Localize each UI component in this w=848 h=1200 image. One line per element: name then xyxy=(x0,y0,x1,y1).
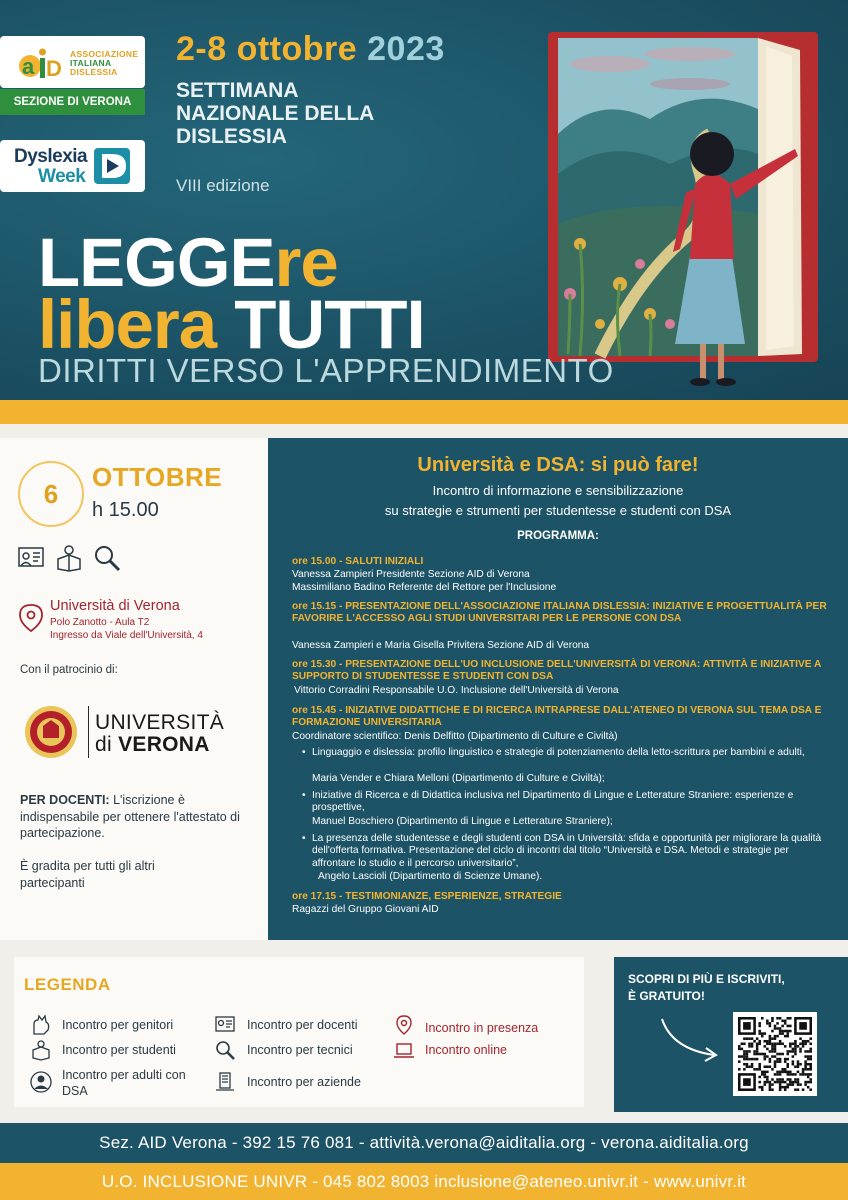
docenti-legend-icon xyxy=(214,1014,236,1036)
session-3-heading: ore 15.30 - PRESENTAZIONE DELL'UO INCLUSIONE DELL'UNIVERSITÀ DI VERONA: ATTIVITÀ E INIZIATIVE A SUPPORTO DI STUDENTESSE E STUDENTI CON DSA xyxy=(292,659,821,683)
registration-box xyxy=(614,957,848,1112)
legend-title: LEGENDA xyxy=(24,975,111,994)
adulti-icon xyxy=(30,1071,52,1093)
session-1-speaker-2: Massimiliano Badino Referente del Rettore per l'Inclusione xyxy=(292,582,557,593)
qr-code-image xyxy=(738,1017,812,1091)
online-icon xyxy=(393,1039,415,1061)
legend-aziende: Incontro per aziende xyxy=(247,1075,361,1089)
logo-separator xyxy=(88,706,89,758)
aid-logo xyxy=(0,36,145,88)
session-2-heading: ore 15.15 - PRESENTAZIONE DELL'ASSOCIAZIONE ITALIANA DISLESSIA: INIZIATIVE E PROGETTUALITÀ PER FAVORIRE L'ACCESSO AGLI STUDI UNIVERSITARI PER LE PERSONE CON DSA xyxy=(292,601,827,625)
event-dates: 2-8 ottobre 2023 xyxy=(176,30,445,68)
session-5-speakers: Ragazzi del Gruppo Giovani AID xyxy=(292,904,439,915)
dyslexia-week-logo xyxy=(0,140,145,192)
edition-label: VIII edizione xyxy=(176,176,270,195)
aziende-icon xyxy=(214,1070,236,1092)
session-2-speakers: Vanessa Zampieri e Maria Gisella Privitera Sezione AID di Verona xyxy=(292,640,590,651)
legend-adulti: Incontro per adulti con DSA xyxy=(62,1068,186,1098)
session-4-coordinator: Coordinatore scientifico: Denis Delfitto (Dipartimento di Culture e Civiltà) xyxy=(292,731,618,742)
dyslexia-week-icon xyxy=(92,146,132,186)
main-title-line1: LEGGEre xyxy=(38,224,338,301)
aid-logo-text: ASSOCIAZIONE ITALIANA DISLESSIA xyxy=(70,49,139,77)
legend-genitori: Incontro per genitori xyxy=(62,1018,174,1032)
session-4-item-1-speakers: Maria Vender e Chiara Melloni (Dipartimento di Culture e Civiltà); xyxy=(312,773,605,784)
genitori-icon xyxy=(30,1014,52,1036)
aid-logo-icon xyxy=(18,44,62,82)
patronage-label: Con il patrocinio di: xyxy=(20,664,118,676)
legend-studenti: Incontro per studenti xyxy=(62,1043,176,1057)
legend-tecnici: Incontro per tecnici xyxy=(247,1043,353,1057)
venue-address-line2: Ingresso da Viale dell'Università, 4 xyxy=(50,630,203,641)
tecnici-legend-icon xyxy=(214,1039,236,1061)
session-4-item-2-speaker: Manuel Boschiero (Dipartimento di Lingue e Letterature Straniere); xyxy=(312,816,613,827)
arrow-icon xyxy=(658,1015,728,1065)
divider-strip xyxy=(0,400,848,424)
presenza-icon xyxy=(393,1014,415,1036)
studenti-icon xyxy=(54,543,84,573)
session-1-speaker-1: Vanessa Zampieri Presidente Sezione AID di Verona xyxy=(292,569,530,580)
legend-online: Incontro online xyxy=(425,1043,508,1057)
others-note: È gradita per tutti gli altri partecipanti xyxy=(20,859,155,890)
legend-presenza: Incontro in presenza xyxy=(425,1021,539,1035)
univr-seal-logo xyxy=(24,705,78,759)
session-5-heading: ore 17.15 - TESTIMONIANZE, ESPERIENZE, STRATEGIE xyxy=(292,891,562,902)
univr-logo-text: UNIVERSITÀ di VERONA xyxy=(95,711,225,756)
program-subtitle-1: Incontro di informazione e sensibilizzazione xyxy=(432,483,684,498)
footer-univr-contacts: U.O. INCLUSIONE UNIVR - 045 802 8003 inclusione@ateneo.univr.it - www.univr.it xyxy=(0,1163,848,1200)
program-heading: PROGRAMMA: xyxy=(517,530,599,542)
section-label: SEZIONE DI VERONA xyxy=(0,89,145,115)
session-4-heading: ore 15.45 - INIZIATIVE DIDATTICHE E DI RICERCA INTRAPRESE DALL'ATENEO DI VERONA SUL TEMA DSA E FORMAZIONE UNIVERSITARIA xyxy=(292,705,822,729)
program-subtitle-2: su strategie e strumenti per studentesse e studenti con DSA xyxy=(384,503,732,518)
program-title: Università e DSA: si può fare! xyxy=(417,454,699,476)
footer-aid-contacts: Sez. AID Verona - 392 15 76 081 - attività.verona@aiditalia.org - verona.aiditalia.org xyxy=(0,1123,848,1163)
event-month: OTTOBRE xyxy=(92,462,223,492)
registration-text: SCOPRI DI PIÙ E ISCRIVITI, È GRATUITO! xyxy=(628,972,785,1003)
session-3-speaker: Vittorio Corradini Responsabile U.O. Inclusione dell'Università di Verona xyxy=(294,685,619,696)
main-title-line2: libera TUTTI xyxy=(38,286,425,363)
svg-text:D: D xyxy=(46,56,62,81)
tecnici-icon xyxy=(92,543,122,573)
venue-address-line1: Polo Zanotto - Aula T2 xyxy=(50,617,150,628)
location-pin-icon xyxy=(18,603,44,633)
session-1-heading: ore 15.00 - SALUTI INIZIALI xyxy=(292,556,424,567)
hero-banner xyxy=(0,0,848,400)
venue-name: Università di Verona xyxy=(50,598,180,614)
docenti-icon xyxy=(16,543,46,573)
dyslexia-week-text: Dyslexia Week xyxy=(14,146,88,187)
svg-text:a: a xyxy=(22,54,35,79)
main-subtitle: DIRITTI VERSO L'APPRENDIMENTO xyxy=(38,352,614,389)
legend-docenti: Incontro per docenti xyxy=(247,1018,358,1032)
session-4-item-3: • La presenza delle studentesse e degli studenti con DSA in Università: sfida e opportunità per migliorare la qualità dell'offerta formativa. Presentazione del ciclo di incontri dal titolo “Università e DSA. Metodi e strategie per affrontare lo studio e il percorso universitario”, xyxy=(312,833,832,870)
session-4-item-3-speaker: Angelo Lascioli (Dipartimento di Scienze Umane). xyxy=(318,871,543,882)
book-illustration xyxy=(540,24,840,394)
day-badge: 6 xyxy=(18,461,84,527)
docenti-note: PER DOCENTI: L'iscrizione è indispensabile per ottenere l'attestato di partecipazione. xyxy=(20,793,240,840)
event-time: h 15.00 xyxy=(92,499,159,521)
qr-code[interactable] xyxy=(733,1012,817,1096)
week-title: SETTIMANA NAZIONALE DELLA DISLESSIA xyxy=(176,79,374,148)
studenti-legend-icon xyxy=(30,1039,52,1061)
program-panel xyxy=(268,438,848,940)
session-4-item-1: • Linguaggio e dislessia: profilo linguistico e strategie di potenziamento della letto-scrittura per bambini e adulti, xyxy=(312,747,832,759)
session-4-item-2: • Iniziative di Ricerca e di Didattica inclusiva nel Dipartimento di Lingue e Letterature Straniere: esperienze e prospettive, xyxy=(312,790,832,815)
